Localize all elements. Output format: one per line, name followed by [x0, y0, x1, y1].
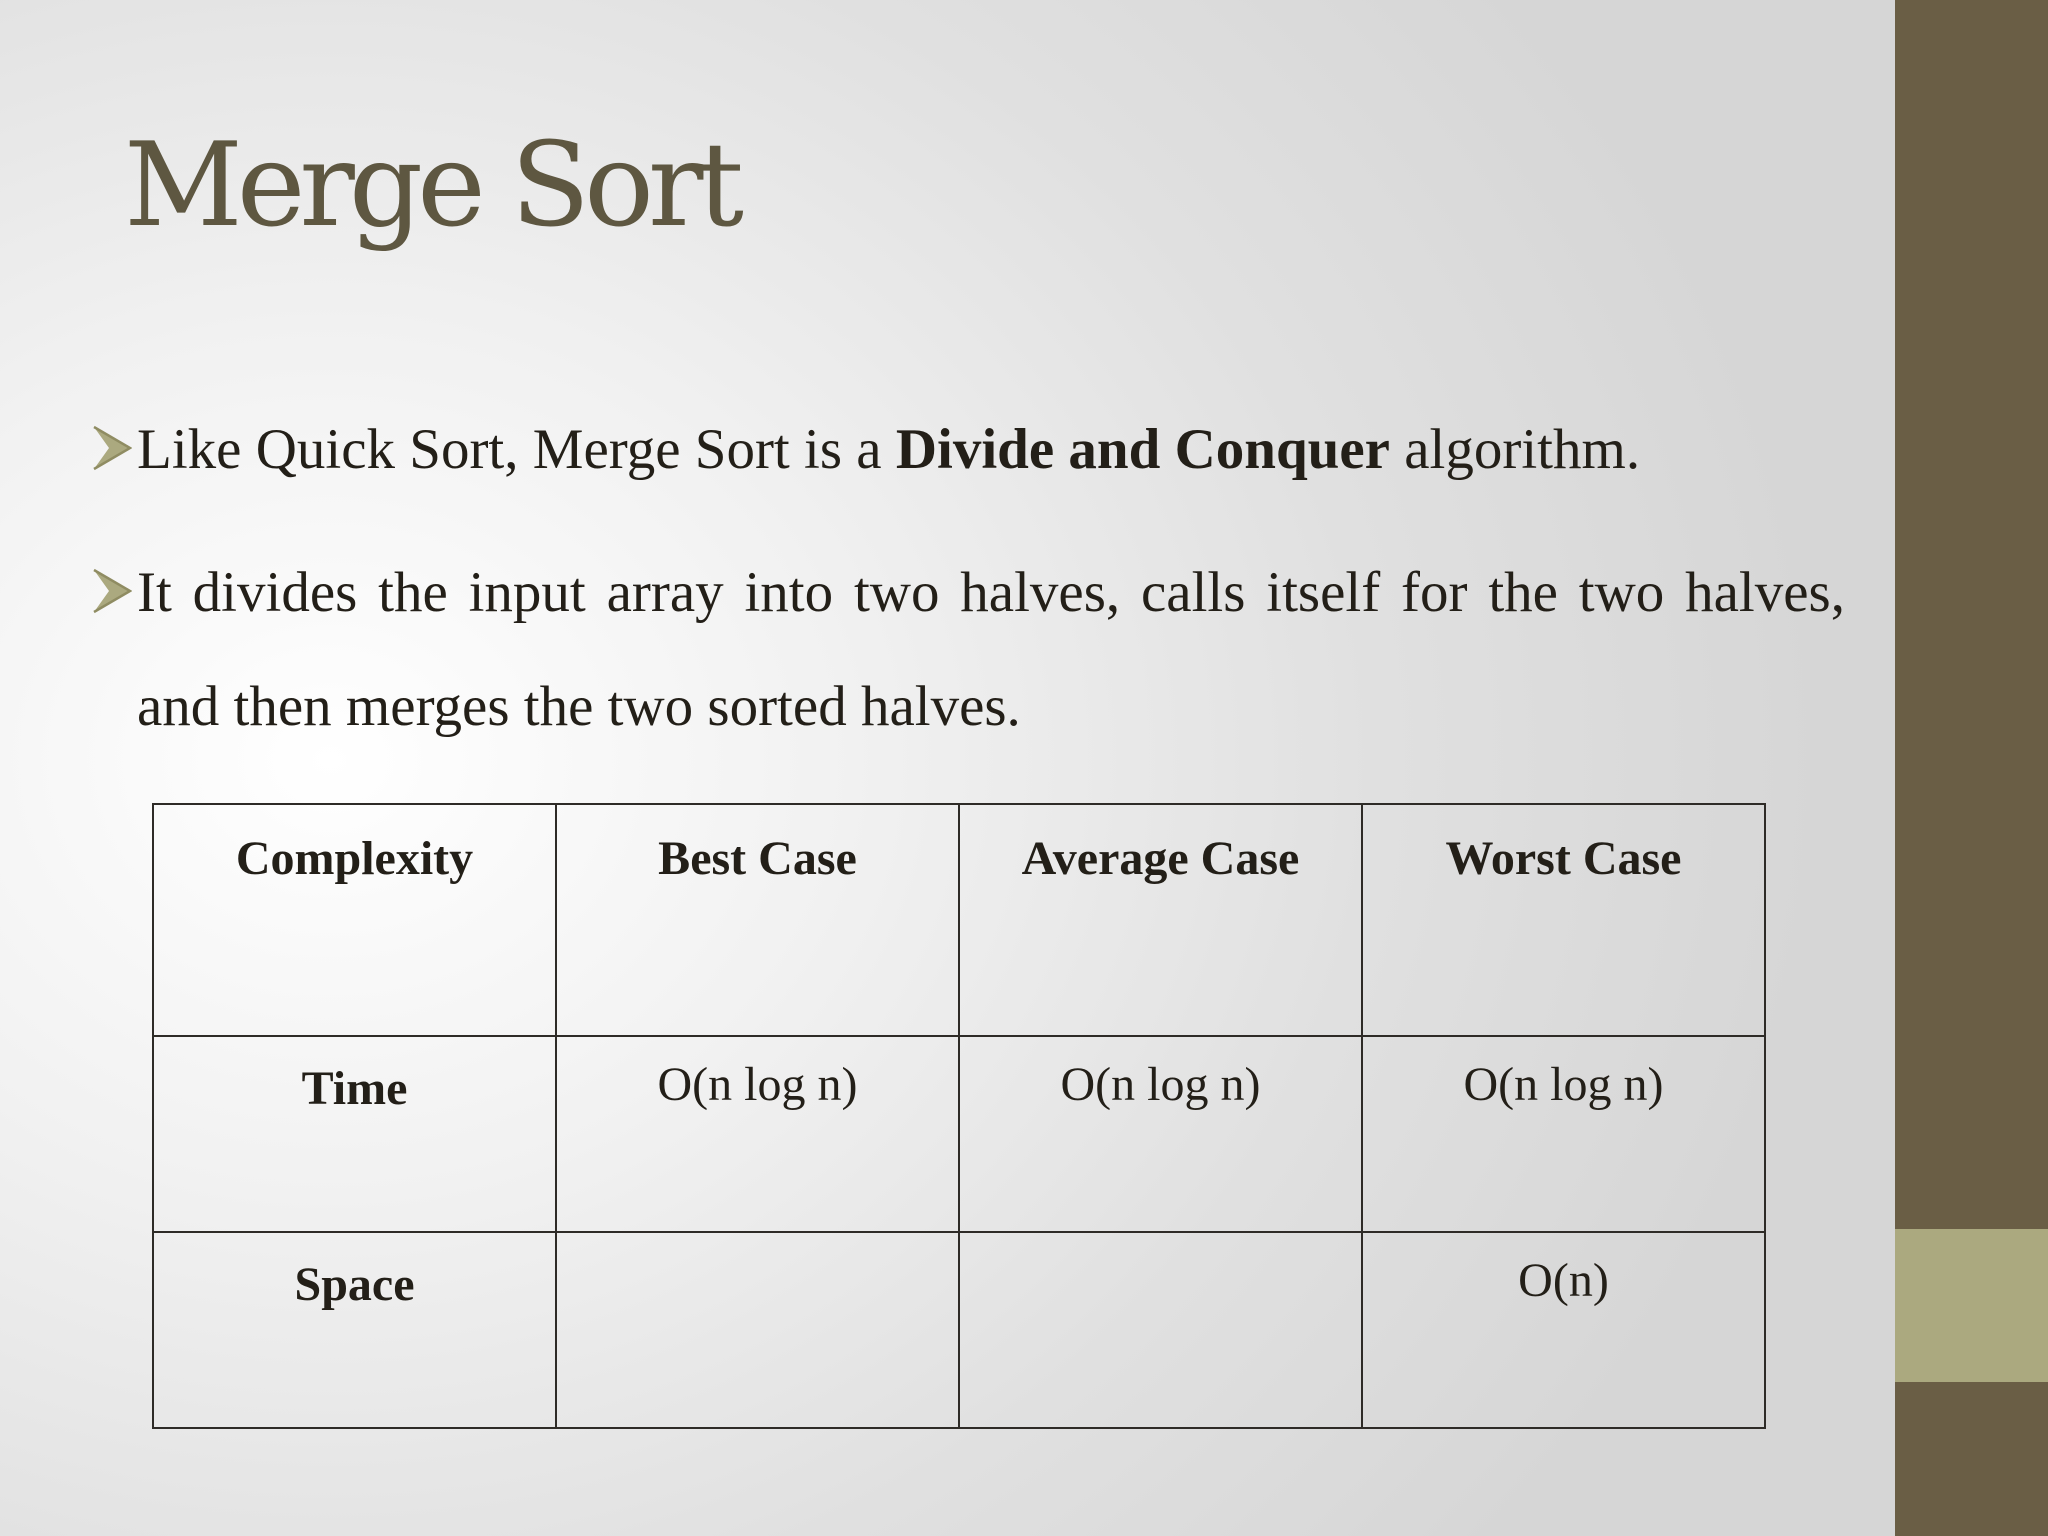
column-header-complexity: Complexity — [153, 804, 556, 1036]
slide-title: Merge Sort — [124, 118, 739, 253]
column-header-average-case: Average Case — [959, 804, 1362, 1036]
row-label-space: Space — [153, 1232, 556, 1428]
table-row-time — [153, 1036, 1765, 1232]
cell-time-average: O(n log n) — [959, 1036, 1362, 1232]
bullet-text — [137, 412, 1845, 488]
bullet-text-segment: algorithm. — [1389, 418, 1641, 481]
bullet-point — [92, 412, 1845, 488]
cell-time-best: O(n log n) — [556, 1036, 959, 1232]
bullet-text-emphasis: Divide and Conquer — [895, 418, 1390, 481]
arrow-bullet-icon — [92, 424, 132, 472]
column-header-worst-case: Worst Case — [1362, 804, 1765, 1036]
table-header-row — [153, 804, 1765, 1036]
cell-space-best — [556, 1232, 959, 1428]
sidebar-accent-block — [1895, 1229, 2048, 1382]
table-row-space — [153, 1232, 1765, 1428]
complexity-table — [152, 803, 1766, 1429]
bullet-text-segment: Like Quick Sort, Merge Sort is a — [137, 418, 896, 481]
arrow-bullet-icon — [92, 567, 132, 615]
cell-time-worst: O(n log n) — [1362, 1036, 1765, 1232]
bullet-text: It divides the input array into two halves, calls itself for the two halves, and then merges the two sorted halves. — [137, 561, 1845, 738]
bullet-point — [92, 536, 1845, 764]
cell-space-worst: O(n) — [1362, 1232, 1765, 1428]
row-label-time: Time — [153, 1036, 556, 1232]
cell-space-average — [959, 1232, 1362, 1428]
column-header-best-case: Best Case — [556, 804, 959, 1036]
